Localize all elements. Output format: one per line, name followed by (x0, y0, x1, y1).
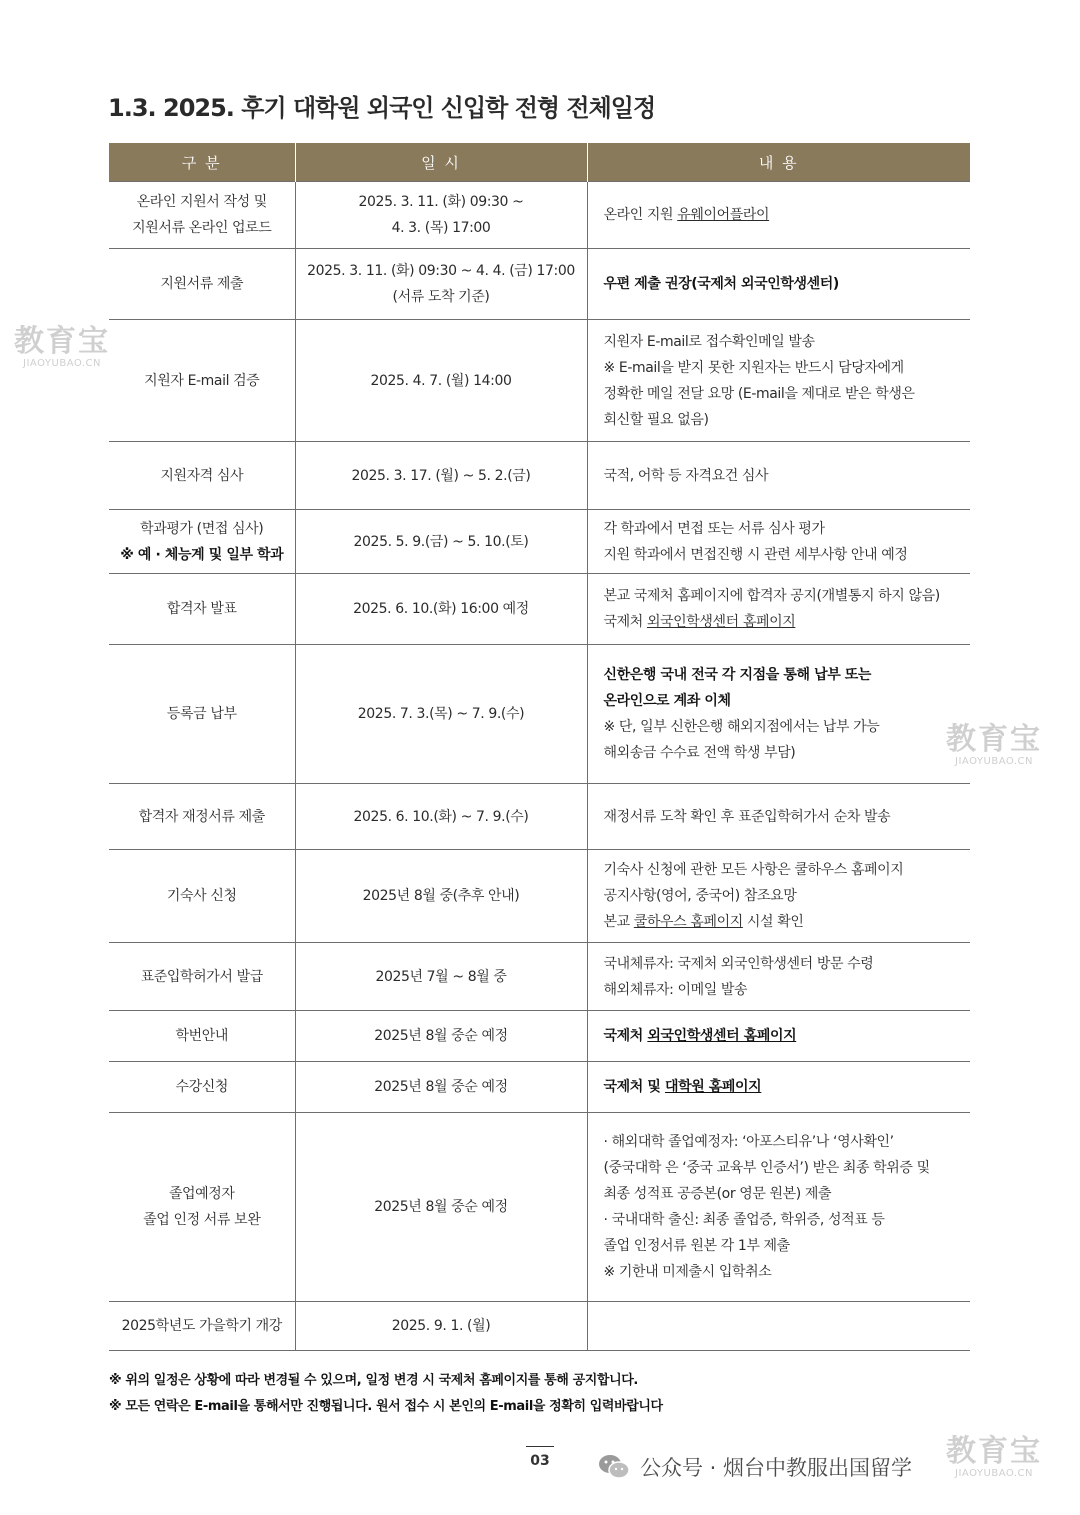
category-line: 학과평가 (면접 심사) (140, 520, 264, 537)
content-text: 지원 학과에서 면접진행 시 관련 세부사항 안내 예정 (603, 546, 908, 563)
content-line (604, 609, 971, 635)
content-line (604, 804, 971, 830)
content-text: 해외체류자: 이메일 발송 (603, 981, 748, 998)
page-title: 1.3. 2025. 후기 대학원 외국인 신입학 전형 전체일정 (108, 94, 656, 122)
page-number: 03 (526, 1446, 554, 1469)
watermark-logo: 教育宝 (946, 1434, 1042, 1469)
date-line: 2025년 8월 중순 예정 (374, 1028, 508, 1044)
date-line: 2025년 8월 중(추후 안내) (362, 888, 520, 904)
cell-content (587, 182, 970, 249)
cell-date (295, 320, 587, 442)
content-line (604, 951, 971, 977)
link-text[interactable]: 대학원 홈페이지 (664, 1079, 762, 1095)
content-line (604, 688, 971, 714)
content-line (604, 463, 971, 489)
content-text: 해외송금 수수료 전액 학생 부담) (603, 745, 796, 761)
content-text: 본교 국제처 홈페이지에 합격자 공지(개별통지 하지 않음) (603, 588, 940, 604)
content-text: 국제처 및 (603, 1079, 665, 1095)
cell-content (587, 442, 970, 510)
date-line: 2025년 7월 ~ 8월 중 (375, 968, 507, 985)
date-line: 2025년 8월 중순 예정 (374, 1079, 508, 1095)
watermark-url: JIAOYUBAO.CN (955, 1468, 1033, 1479)
content-text: 본교 (603, 914, 634, 930)
category-line: 온라인 지원서 작성 및 (136, 194, 267, 210)
date-line: 2025. 3. 11. (화) 09:30 ~ (358, 194, 524, 210)
category-line: 지원서류 제출 (160, 276, 244, 292)
cell-date (295, 1302, 587, 1351)
table-header-row (109, 143, 970, 182)
cell-date (295, 645, 587, 784)
cell-content (587, 574, 970, 645)
cell-date (295, 249, 587, 320)
content-line (604, 857, 971, 883)
content-line (604, 1233, 971, 1259)
category-line: 등록금 납부 (166, 706, 237, 722)
cell-category (109, 850, 295, 943)
cell-category (109, 943, 295, 1011)
content-line (604, 909, 971, 935)
content-line (604, 1129, 971, 1155)
table-row (109, 442, 970, 510)
content-line (604, 977, 971, 1003)
header-content: 내 용 (587, 143, 970, 182)
content-line (604, 355, 971, 381)
content-text: 최종 성적표 공증본(or 영문 원본) 제출 (603, 1186, 832, 1202)
content-text: 국제처 (603, 1028, 648, 1044)
content-line (604, 381, 971, 407)
watermark (946, 724, 1042, 768)
cell-category (109, 784, 295, 850)
category-line: 기숙사 신청 (166, 888, 237, 904)
cell-content (587, 850, 970, 943)
table-row (109, 249, 970, 320)
content-line (604, 1074, 971, 1100)
table-row (109, 1011, 970, 1062)
date-line: 4. 3. (목) 17:00 (391, 220, 491, 236)
content-text: 재정서류 도착 확인 후 표준입학허가서 순차 발송 (603, 808, 891, 825)
table-row (109, 784, 970, 850)
date-line: 2025. 3. 17. (월) ~ 5. 2.(금) (351, 467, 531, 484)
content-text: 국적, 어학 등 자격요건 심사 (603, 467, 769, 484)
cell-category (109, 1011, 295, 1062)
content-text: · 국내대학 출신: 최종 졸업증, 학위증, 성적표 등 (603, 1212, 885, 1228)
wechat-caption-text: 公众号 · 烟台中教服出国留学 (640, 1456, 913, 1480)
table-row (109, 1062, 970, 1113)
cell-category (109, 574, 295, 645)
table-row (109, 943, 970, 1011)
cell-category (109, 510, 295, 574)
cell-content (587, 784, 970, 850)
content-text: 국내체류자: 국제처 외국인학생센터 방문 수령 (603, 955, 874, 972)
cell-content (587, 249, 970, 320)
content-line (604, 1155, 971, 1181)
cell-category (109, 249, 295, 320)
cell-content (587, 1302, 970, 1351)
content-text: 기숙사 신청에 관한 모든 사항은 쿨하우스 홈페이지 (603, 862, 904, 878)
cell-category (109, 1302, 295, 1351)
content-text: ※ 기한내 미제출시 입학취소 (603, 1264, 772, 1280)
cell-category (109, 1062, 295, 1113)
content-text: 공지사항(영어, 중국어) 참조요망 (603, 888, 797, 904)
content-line (604, 714, 971, 740)
cell-content (587, 645, 970, 784)
content-text: 정확한 메일 전달 요망 (E-mail을 제대로 받은 학생은 (603, 385, 915, 402)
cell-date (295, 784, 587, 850)
content-text: ※ 단, 일부 신한은행 해외지점에서는 납부 가능 (603, 719, 880, 735)
content-line (604, 1207, 971, 1233)
cell-content (587, 510, 970, 574)
cell-date (295, 1011, 587, 1062)
cell-category (109, 442, 295, 510)
content-line (604, 542, 971, 568)
watermark (946, 1436, 1042, 1480)
table-row (109, 182, 970, 249)
content-line (604, 740, 971, 766)
cell-date (295, 943, 587, 1011)
cell-content (587, 1113, 970, 1302)
watermark-url: JIAOYUBAO.CN (23, 358, 101, 369)
content-text: 우편 제출 권장(국제처 외국인학생센터) (603, 276, 839, 292)
table-row (109, 1302, 970, 1351)
content-line (604, 1259, 971, 1285)
content-text: 각 학과에서 면접 또는 서류 심사 평가 (603, 520, 825, 537)
watermark-logo: 教育宝 (14, 324, 110, 359)
content-line (604, 1181, 971, 1207)
watermark-url: JIAOYUBAO.CN (955, 756, 1033, 767)
content-line (604, 1023, 971, 1049)
cell-category (109, 645, 295, 784)
watermark (14, 326, 110, 370)
date-line: 2025. 6. 10.(화) 16:00 예정 (353, 601, 529, 617)
cell-content (587, 1062, 970, 1113)
category-line: 지원서류 온라인 업로드 (132, 220, 272, 236)
category-line: 졸업 인정 서류 보완 (143, 1212, 261, 1228)
cell-content (587, 320, 970, 442)
header-category: 구 분 (109, 143, 295, 182)
content-text: 온라인 지원 (603, 207, 678, 223)
content-line (604, 662, 971, 688)
table-row (109, 645, 970, 784)
content-line (604, 202, 971, 228)
content-text: 온라인으로 계좌 이체 (603, 693, 731, 709)
link-text[interactable]: 쿨하우스 홈페이지 (633, 914, 743, 930)
content-text: (중국대학 은 ‘중국 교육부 인증서’) 받은 최종 학위증 및 (603, 1160, 930, 1176)
date-line: 2025. 9. 1. (월) (391, 1318, 491, 1334)
category-line: 수강신청 (175, 1079, 228, 1095)
category-line: 합격자 재정서류 제출 (138, 808, 265, 825)
content-line (604, 516, 971, 542)
cell-content (587, 1011, 970, 1062)
cell-date (295, 574, 587, 645)
cell-date (295, 850, 587, 943)
category-line: 표준입학허가서 발급 (140, 968, 263, 985)
cell-date (295, 182, 587, 249)
date-line: 2025. 3. 11. (화) 09:30 ~ 4. 4. (금) 17:00 (307, 263, 575, 279)
category-line: 학번안내 (175, 1028, 228, 1044)
table-row (109, 320, 970, 442)
content-text: 국제처 (603, 614, 647, 630)
category-line: 합격자 발표 (166, 601, 237, 617)
category-line: 지원자 E-mail 검증 (144, 372, 260, 389)
cell-date (295, 510, 587, 574)
table-row (109, 510, 970, 574)
cell-content (587, 943, 970, 1011)
date-line: (서류 도착 기준) (392, 289, 490, 305)
content-text: 회신할 필요 없음) (603, 411, 709, 428)
content-line (604, 883, 971, 909)
wechat-caption (598, 1452, 912, 1482)
cell-category (109, 1113, 295, 1302)
table-row (109, 1113, 970, 1302)
header-date: 일 시 (295, 143, 587, 182)
cell-category (109, 182, 295, 249)
category-line: 2025학년도 가을학기 개강 (121, 1318, 282, 1334)
footnotes (109, 1368, 663, 1420)
content-text: 졸업 인정서류 원본 각 1부 제출 (603, 1238, 790, 1254)
content-text: 시설 확인 (742, 914, 804, 930)
content-line (604, 271, 971, 297)
link-text[interactable]: 외국인학생센터 홈페이지 (647, 1028, 797, 1044)
content-line (604, 329, 971, 355)
category-line: ※ 예 · 체능계 및 일부 학과 (120, 546, 284, 563)
schedule-table (109, 143, 970, 1351)
link-text[interactable]: 외국인학생센터 홈페이지 (646, 614, 796, 630)
date-line: 2025. 7. 3.(목) ~ 7. 9.(수) (357, 706, 525, 722)
content-text: · 해외대학 졸업예정자: ‘아포스티유’나 ‘영사확인’ (603, 1134, 894, 1150)
table-row (109, 574, 970, 645)
content-line (604, 407, 971, 433)
cell-date (295, 1113, 587, 1302)
date-line: 2025. 5. 9.(금) ~ 5. 10.(토) (353, 533, 529, 550)
content-text: ※ E-mail을 받지 못한 지원자는 반드시 담당자에게 (603, 359, 904, 376)
content-text: 신한은행 국내 전국 각 지점을 통해 납부 또는 (603, 667, 872, 683)
link-text[interactable]: 유웨이어플라이 (677, 207, 770, 223)
date-line: 2025. 6. 10.(화) ~ 7. 9.(수) (353, 808, 529, 825)
content-line (604, 583, 971, 609)
footnote: ※ 모든 연락은 E-mail을 통해서만 진행됩니다. 원서 접수 시 본인의 E-mail을 정확히 입력바랍니다 (109, 1399, 663, 1414)
category-line: 졸업예정자 (168, 1186, 235, 1202)
cell-category (109, 320, 295, 442)
category-line: 지원자격 심사 (160, 467, 244, 484)
date-line: 2025년 8월 중순 예정 (374, 1199, 508, 1215)
footnote: ※ 위의 일정은 상황에 따라 변경될 수 있으며, 일정 변경 시 국제처 홈페이지를 통해 공지합니다. (109, 1373, 638, 1388)
content-text: 지원자 E-mail로 접수확인메일 발송 (603, 333, 815, 350)
date-line: 2025. 4. 7. (월) 14:00 (370, 372, 512, 389)
wechat-icon (598, 1453, 630, 1481)
cell-date (295, 442, 587, 510)
watermark-logo: 教育宝 (946, 722, 1042, 757)
table-row (109, 850, 970, 943)
cell-date (295, 1062, 587, 1113)
